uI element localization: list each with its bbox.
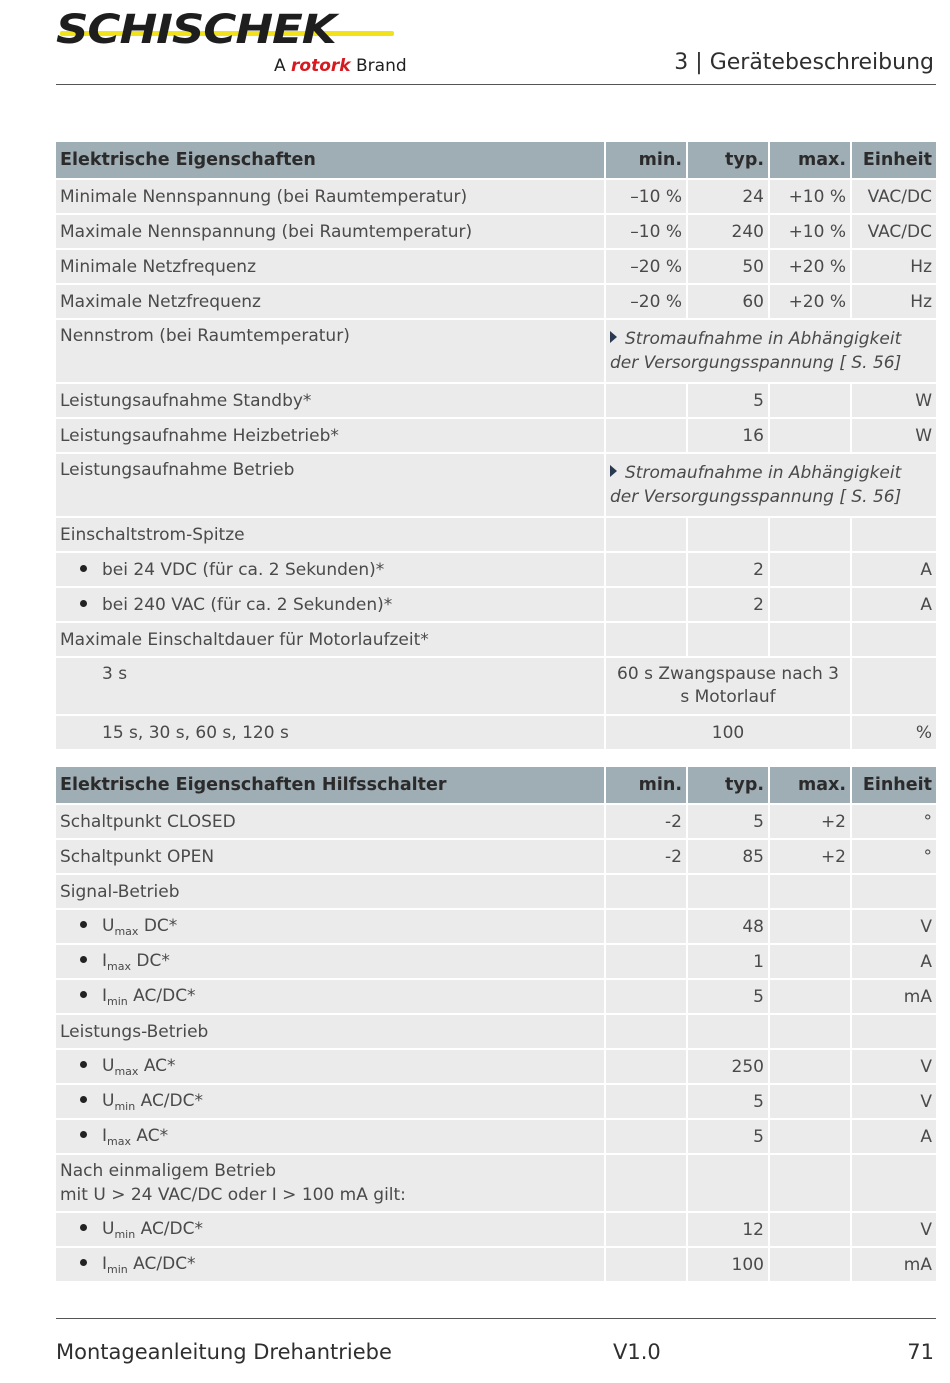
table-row: Leistungsaufnahme Betrieb Stromaufnahme in Abhängigkeit der Versorgungsspannung [ S. 56]: [56, 454, 936, 516]
table-row: $I_{max}$ DC* 1 A: [56, 945, 936, 978]
bullet-icon: [80, 991, 87, 998]
header-cell: typ.: [688, 142, 768, 178]
bullet-icon: [80, 1259, 87, 1266]
table-row: Maximale Einschaltdauer für Motorlaufzeit*: [56, 623, 936, 656]
page-reference-link[interactable]: Stromaufnahme in Abhängigkeit der Versorgungsspannung [ S. 56]: [606, 454, 936, 516]
table-row: Minimale Netzfrequenz –20 % 50 +20 % Hz: [56, 250, 936, 283]
table-row: 15 s, 30 s, 60 s, 120 s 100 %: [56, 716, 936, 749]
header-cell: min.: [606, 142, 686, 178]
schischek-logo: [56, 6, 406, 78]
logo-subline: A rotork Brand: [274, 56, 407, 76]
header-cell: typ.: [688, 767, 768, 803]
page-reference-link[interactable]: Stromaufnahme in Abhängigkeit der Versorgungsspannung [ S. 56]: [606, 320, 936, 382]
table-row: $U_{min}$ AC/DC* 12 V: [56, 1213, 936, 1246]
table-row: bei 240 VAC (für ca. 2 Sekunden)* 2 A: [56, 588, 936, 621]
bullet-icon: [80, 1096, 87, 1103]
table-row: $I_{max}$ AC* 5 A: [56, 1120, 936, 1153]
table-row: Minimale Nennspannung (bei Raumtemperatur) –10 % 24 +10 % VAC/DC: [56, 180, 936, 213]
table-row: bei 24 VDC (für ca. 2 Sekunden)* 2 A: [56, 553, 936, 586]
footer-doc-title: Montageanleitung Drehantriebe: [56, 1340, 392, 1364]
table-row: Schaltpunkt OPEN -2 85 +2 °: [56, 840, 936, 873]
footer-page-number: 71: [907, 1340, 934, 1364]
table-header-row: [56, 142, 936, 178]
bullet-icon: [80, 565, 87, 572]
table-row: 3 s 60 s Zwangspause nach 3 s Motorlauf: [56, 658, 936, 714]
header-cell: min.: [606, 767, 686, 803]
table-row: Leistungsaufnahme Heizbetrieb* 16 W: [56, 419, 936, 452]
table-row: Maximale Nennspannung (bei Raumtemperatur) –10 % 240 +10 % VAC/DC: [56, 215, 936, 248]
auxiliary-switch-table: [54, 765, 938, 1283]
table-row: $I_{min}$ AC/DC* 5 mA: [56, 980, 936, 1013]
arrow-right-icon: [610, 465, 617, 477]
bullet-icon: [80, 1224, 87, 1231]
bullet-icon: [80, 921, 87, 928]
header-cell: Elektrische Eigenschaften Hilfsschalter: [56, 767, 604, 803]
header-cell: Einheit: [852, 767, 936, 803]
footer-divider: [56, 1318, 936, 1319]
footer-version: V1.0: [613, 1340, 661, 1364]
bullet-icon: [80, 1061, 87, 1068]
table-row: Nennstrom (bei Raumtemperatur) Stromaufnahme in Abhängigkeit der Versorgungsspannung [ S. 56]: [56, 320, 936, 382]
table-row: $U_{max}$ DC* 48 V: [56, 910, 936, 943]
table-row: Schaltpunkt CLOSED -2 5 +2 °: [56, 805, 936, 838]
table-row: $U_{min}$ AC/DC* 5 V: [56, 1085, 936, 1118]
table-row: Leistungs-Betrieb: [56, 1015, 936, 1048]
logo-wordmark: SCHISCHEK: [56, 7, 336, 53]
table-row: Leistungsaufnahme Standby* 5 W: [56, 384, 936, 417]
arrow-right-icon: [610, 331, 617, 343]
bullet-icon: [80, 600, 87, 607]
header-divider: [56, 84, 936, 85]
table-row: $I_{min}$ AC/DC* 100 mA: [56, 1248, 936, 1281]
table-row: Einschaltstrom-Spitze: [56, 518, 936, 551]
table-row: Signal-Betrieb: [56, 875, 936, 908]
header-cell: Einheit: [852, 142, 936, 178]
bullet-icon: [80, 956, 87, 963]
bullet-icon: [80, 1131, 87, 1138]
header-cell: Elektrische Eigenschaften: [56, 142, 604, 178]
table-header-row: [56, 767, 936, 803]
table-row: Nach einmaligem Betrieb mit U > 24 VAC/DC oder I > 100 mA gilt:: [56, 1155, 936, 1211]
section-title: 3 | Gerätebeschreibung: [674, 50, 934, 75]
table-row: Maximale Netzfrequenz –20 % 60 +20 % Hz: [56, 285, 936, 318]
header-cell: max.: [770, 142, 850, 178]
header-cell: max.: [770, 767, 850, 803]
table-row: $U_{max}$ AC* 250 V: [56, 1050, 936, 1083]
rotork-brand: rotork: [291, 56, 351, 76]
electrical-properties-table: [54, 140, 938, 751]
